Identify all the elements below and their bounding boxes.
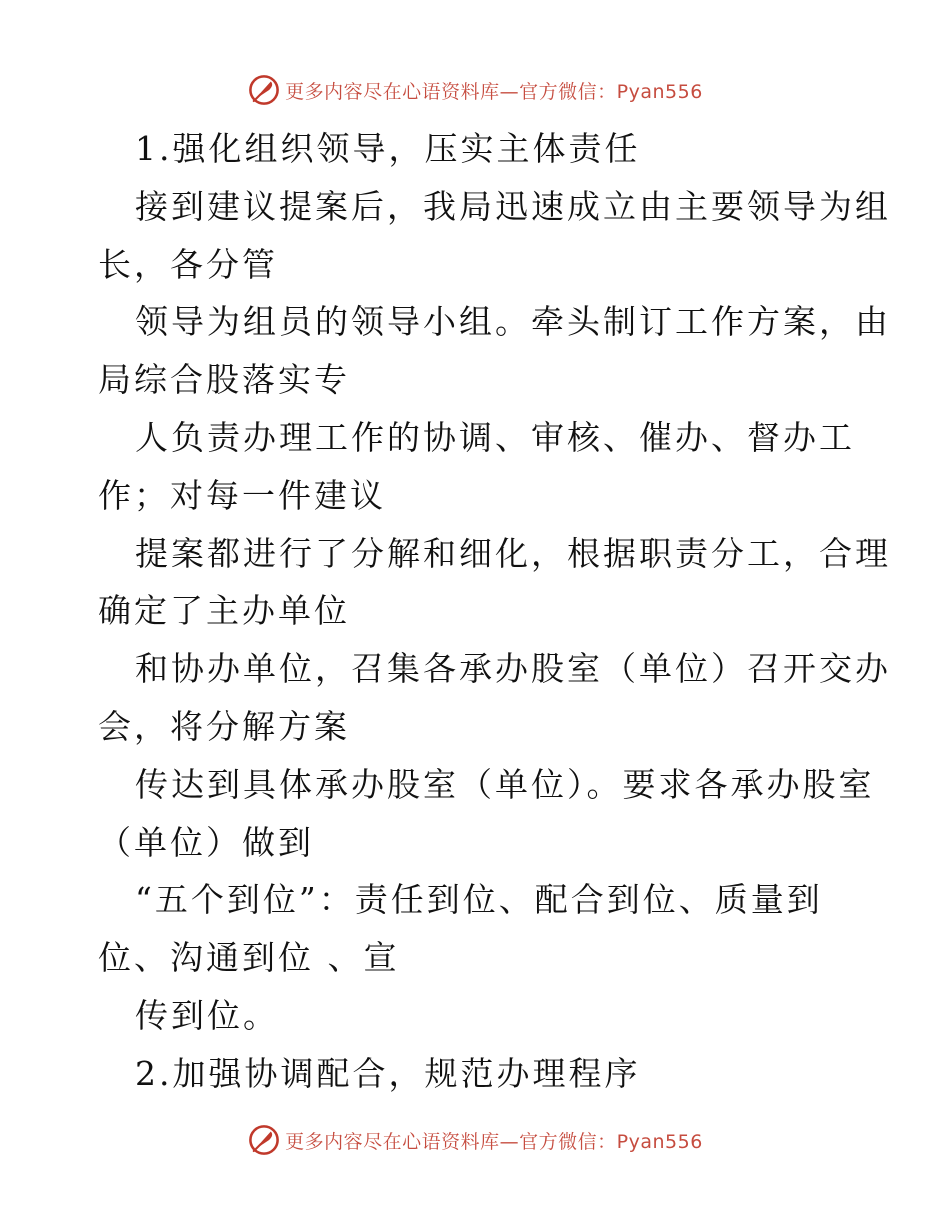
- watermark-text: 更多内容尽在心语资料库—官方微信：Pyan556: [285, 80, 703, 103]
- paragraph-line: 传到位。: [135, 995, 279, 1035]
- section-heading: 2.加强协调配合，规范办理程序: [135, 1053, 641, 1093]
- paragraph-line: 确定了主办单位: [98, 591, 350, 631]
- paragraph-line: 长，各分管: [98, 244, 278, 284]
- document-body: [98, 120, 891, 1103]
- paragraph-line: 接到建议提案后，我局迅速成立由主要领导为组: [135, 186, 891, 226]
- paragraph-line: 局综合股落实专: [98, 360, 350, 400]
- section-heading: 1.强化组织领导，压实主体责任: [135, 129, 641, 168]
- paragraph-line: （单位）做到: [98, 822, 314, 862]
- paragraph-line: 传达到具体承办股室（单位）。要求各承办股室: [135, 764, 875, 804]
- paragraph-line: 领导为组员的领导小组。牵头制订工作方案，由: [135, 302, 891, 342]
- feather-pen-logo-icon: [247, 73, 281, 107]
- paragraph-line: 位、沟通到位 、宣: [98, 938, 400, 978]
- watermark-banner-bottom: [0, 1118, 950, 1162]
- paragraph-line: “五个到位”：责任到位、配合到位、质量到: [135, 880, 823, 920]
- paragraph-line: 作；对每一件建议: [98, 475, 386, 515]
- paragraph-line: 和协办单位，召集各承办股室（单位）召开交办: [135, 649, 891, 689]
- feather-pen-logo-icon: [247, 1123, 281, 1157]
- paragraph-line: 人负责办理工作的协调、审核、催办、督办工: [135, 417, 855, 457]
- paragraph-line: 会，将分解方案: [98, 706, 350, 746]
- watermark-banner-top: [0, 68, 950, 112]
- paragraph-line: 提案都进行了分解和细化，根据职责分工，合理: [135, 533, 891, 573]
- watermark-text: 更多内容尽在心语资料库—官方微信：Pyan556: [285, 1130, 703, 1153]
